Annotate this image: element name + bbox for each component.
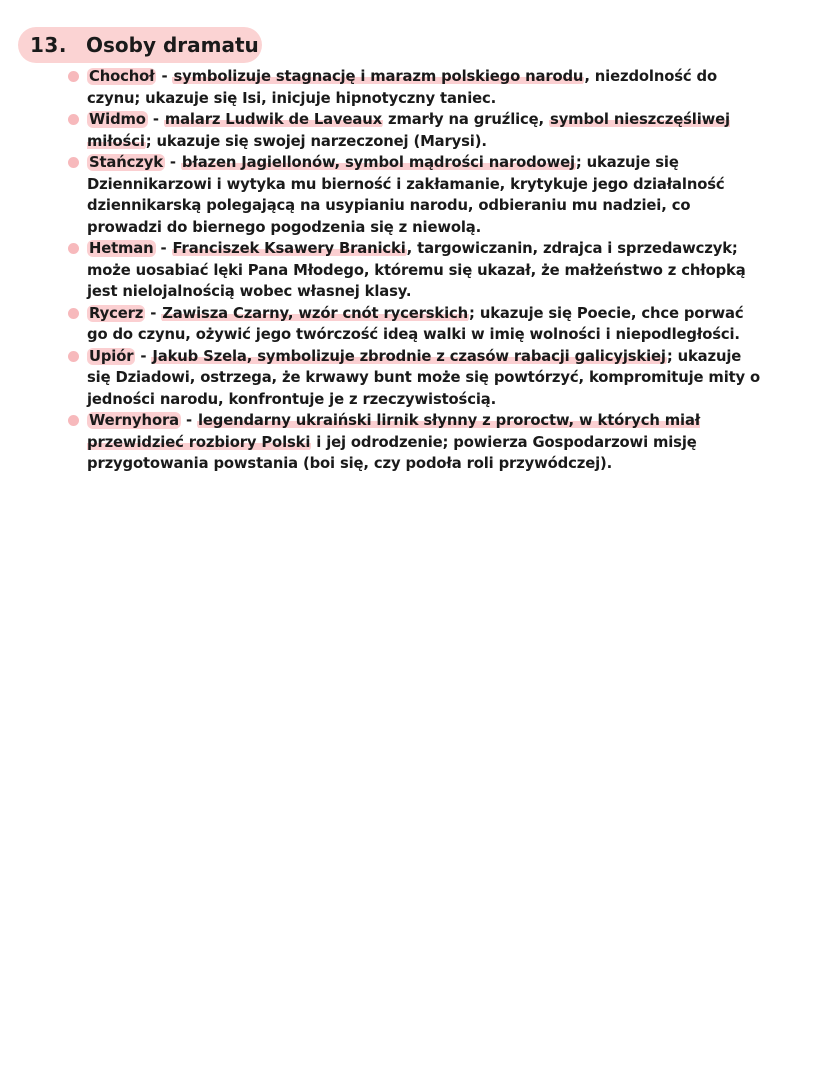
bullet-dot-icon	[68, 71, 79, 82]
list-item	[66, 346, 766, 411]
list-item	[66, 109, 766, 152]
description-text: zmarły na gruźlicę,	[382, 111, 550, 128]
section-heading	[18, 27, 262, 63]
description-text: i jej odrodzenie; powierza Gospodarzowi misję przygotowania powstania (boi się, czy podoła roli przywódczej).	[87, 433, 697, 472]
bullet-dot-icon	[68, 114, 79, 125]
highlighted-text: symbolizuje stagnację i marazm polskiego narodu	[173, 68, 584, 85]
dash: -	[145, 304, 162, 322]
dash: -	[135, 347, 152, 365]
section-title: Osoby dramatu	[86, 33, 259, 57]
highlighted-text: Zawisza Czarny, wzór cnót rycerskich	[162, 304, 469, 322]
highlighted-text: symbol nieszczęśliwej miłości	[87, 111, 730, 150]
dash: -	[164, 154, 181, 171]
bullet-dot-icon	[68, 308, 79, 319]
character-name: Hetman	[89, 240, 154, 257]
highlighted-text: błazen Jagiellonów, symbol mądrości narodowej	[181, 154, 575, 171]
description-text: ; ukazuje się Dziadowi, ostrzega, że krwawy bunt może się powtórzyć, kompromituje mity o jedności narodu, konfrontuje je z rzeczywistością.	[87, 347, 761, 408]
description-text: ; ukazuje się Poecie, chce porwać go do czynu, ożywić jego twórczość ideą walki w imię wolności i niepodległości.	[87, 304, 744, 343]
section-number: 13.	[30, 33, 67, 57]
list-item	[66, 410, 766, 475]
list-item	[66, 303, 766, 346]
highlighted-text: Franciszek Ksawery Branicki	[172, 240, 406, 257]
description-text: , targowiczanin, zdrajca i sprzedawczyk; może uosabiać lęki Pana Młodego, któremu się ukazał, że małżeństwo z chłopką jest nielojalnością wobec własnej klasy.	[87, 240, 746, 300]
dash: -	[180, 412, 197, 429]
highlighted-text: legendarny ukraiński lirnik słynny z proroctw, w których miał przewidzieć rozbiory Polski	[87, 412, 701, 451]
list-item	[66, 66, 766, 109]
dash: -	[147, 111, 164, 128]
description-text: , niezdolność do czynu; ukazuje się Isi, inicjuje hipnotyczny taniec.	[87, 68, 717, 107]
character-name: Chochoł	[89, 68, 155, 85]
character-name: Widmo	[89, 111, 146, 128]
description-text: ; ukazuje się swojej narzeczonej (Marysi).	[145, 132, 487, 150]
bullet-dot-icon	[68, 157, 79, 168]
list-item	[66, 238, 766, 303]
bullet-dot-icon	[68, 415, 79, 426]
bullet-dot-icon	[68, 351, 79, 362]
highlighted-text: Jakub Szela, symbolizuje zbrodnie z czasów rabacji galicyjskiej	[152, 347, 666, 365]
description-text: ; ukazuje się Dziennikarzowi i wytyka mu bierność i zakłamanie, krytykuje jego działalność dziennikarską polegającą na usypianiu narodu, odbieraniu mu nadziei, co prowadzi do biernego pogodzenia się z niewolą.	[87, 154, 725, 236]
character-name: Stańczyk	[89, 154, 163, 171]
character-name: Wernyhora	[89, 412, 179, 429]
bullet-dot-icon	[68, 243, 79, 254]
dash: -	[155, 240, 172, 257]
list-item	[66, 152, 766, 238]
dash: -	[156, 68, 173, 85]
highlighted-text: malarz Ludwik de Laveaux	[164, 111, 382, 128]
character-list	[66, 66, 766, 475]
character-name: Upiór	[89, 347, 134, 365]
character-name: Rycerz	[89, 304, 144, 322]
